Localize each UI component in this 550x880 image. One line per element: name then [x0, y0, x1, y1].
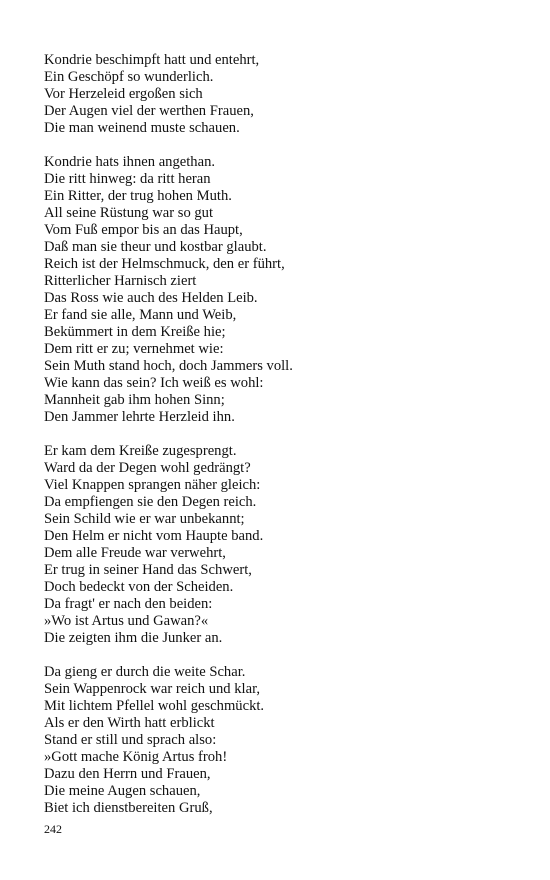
verse-line: Kondrie beschimpft hatt und entehrt, [44, 52, 260, 68]
poem-text [44, 52, 514, 834]
verse-line: Dem alle Freude war verwehrt, [44, 545, 226, 561]
verse-line: Ritterlicher Harnisch ziert [44, 273, 197, 289]
verse-line: Doch bedeckt von der Scheiden. [44, 579, 234, 595]
verse-line: Ein Ritter, der trug hohen Muth. [44, 188, 232, 204]
verse-line: Vor Herzeleid ergoßen sich [44, 86, 203, 102]
verse-line: Er kam dem Kreiße zugesprengt. [44, 443, 237, 459]
verse-line: Ward da der Degen wohl gedrängt? [44, 460, 251, 476]
verse-line: Viel Knappen sprangen näher gleich: [44, 477, 261, 493]
verse-line: Das Ross wie auch des Helden Leib. [44, 290, 258, 306]
verse-line: Vom Fuß empor bis an das Haupt, [44, 222, 243, 238]
stanza [44, 154, 514, 426]
page-number: 242 [44, 822, 62, 836]
verse-line: »Wo ist Artus und Gawan?« [44, 613, 209, 629]
verse-line: Ein Geschöpf so wunderlich. [44, 69, 214, 85]
verse-line: Bekümmert in dem Kreiße hie; [44, 324, 226, 340]
verse-line: Als er den Wirth hatt erblickt [44, 715, 215, 731]
verse-line: Die meine Augen schauen, [44, 783, 201, 799]
verse-line: Da empfiengen sie den Degen reich. [44, 494, 257, 510]
verse-line: Er trug in seiner Hand das Schwert, [44, 562, 252, 578]
verse-line: Biet ich dienstbereiten Gruß, [44, 800, 213, 816]
stanza [44, 52, 514, 137]
verse-line: Mannheit gab ihm hohen Sinn; [44, 392, 225, 408]
verse-line: Daß man sie theur und kostbar glaubt. [44, 239, 267, 255]
stanza [44, 664, 514, 817]
verse-line: Er fand sie alle, Mann und Weib, [44, 307, 237, 323]
verse-line: Da fragt' er nach den beiden: [44, 596, 213, 612]
verse-line: »Gott mache König Artus froh! [44, 749, 228, 765]
verse-line: Sein Muth stand hoch, doch Jammers voll. [44, 358, 293, 374]
verse-line: All seine Rüstung war so gut [44, 205, 214, 221]
verse-line: Dem ritt er zu; vernehmet wie: [44, 341, 224, 357]
verse-line: Wie kann das sein? Ich weiß es wohl: [44, 375, 264, 391]
verse-line: Dazu den Herrn und Frauen, [44, 766, 211, 782]
verse-line: Sein Wappenrock war reich und klar, [44, 681, 260, 697]
verse-line: Die man weinend muste schauen. [44, 120, 240, 136]
verse-line: Den Helm er nicht vom Haupte band. [44, 528, 264, 544]
verse-line: Mit lichtem Pfellel wohl geschmückt. [44, 698, 265, 714]
verse-line: Sein Schild wie er war unbekannt; [44, 511, 245, 527]
verse-line: Kondrie hats ihnen angethan. [44, 154, 216, 170]
verse-line: Stand er still und sprach also: [44, 732, 217, 748]
verse-line: Da gieng er durch die weite Schar. [44, 664, 246, 680]
verse-line: Reich ist der Helmschmuck, den er führt, [44, 256, 285, 272]
verse-line: Den Jammer lehrte Herzleid ihn. [44, 409, 235, 425]
verse-line: Der Augen viel der werthen Frauen, [44, 103, 254, 119]
verse-line: Die ritt hinweg: da ritt heran [44, 171, 211, 187]
stanza [44, 443, 514, 647]
verse-line: Die zeigten ihm die Junker an. [44, 630, 223, 646]
